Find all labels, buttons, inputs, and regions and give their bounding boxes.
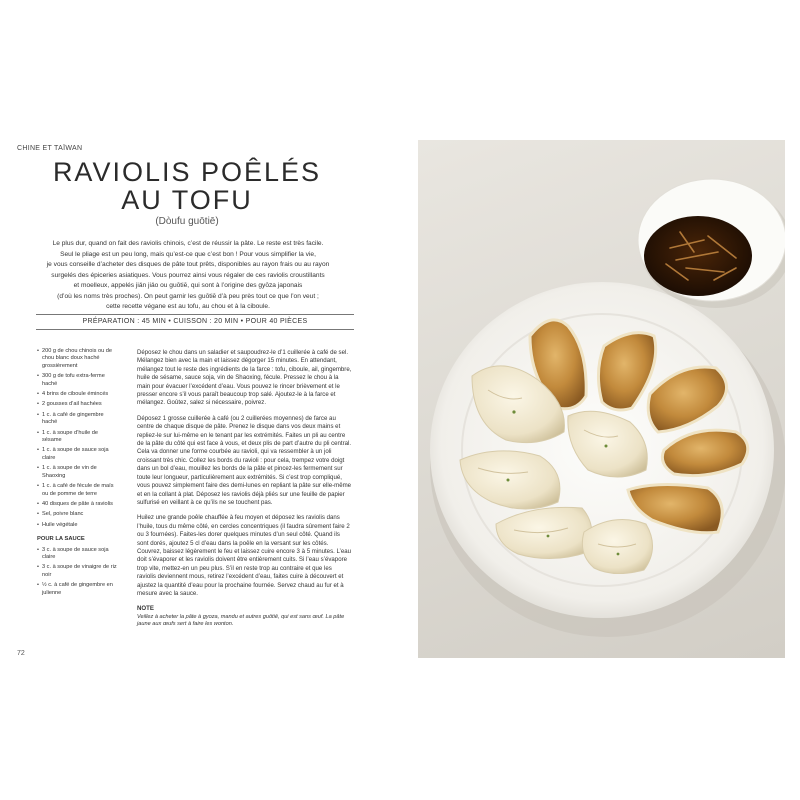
intro-line: Seul le pliage est un peu long, mais qu’est-ce que c’est bon ! Pour vous simplifier la vie, <box>60 250 316 258</box>
recipe-title-line-2: AU TOFU <box>121 185 253 215</box>
recipe-title <box>37 158 337 214</box>
intro-line: je vous conseille d’acheter des disques de pâte tout prêts, disponibles au rayon frais ou au rayon <box>46 261 330 268</box>
intro-line: cette recette végane est au tofu, au chou et à la ciboule. <box>106 303 270 310</box>
ingredient-item: • 1 c. à soupe de sauce soja claire <box>37 447 117 462</box>
instruction-step: Huilez une grande poêle chauffée à feu moyen et déposez les raviolis dans l’huile, tous du même côté, en cercles concentriques (il faudra sûrement faire 2 ou 3 fournées). Faites-les dorer quelques minutes d’un seul côté. Quand ils sont dorés, ajoutez 5 cl d’eau dans la poêle en la versant sur les côtés. Couvrez, baissez légèrement le feu et laissez cuire encore 3 à 5 minutes. L’eau doit s’évaporer et les raviolis doivent être entièrement cuits. Si l’eau s’évapore trop vite, mettez-en un peu plus. S’il en reste trop au contraire et que les raviolis deviennent mous, retirez l’excédent d’eau, faites cuire à découvert et ajustez la quantité d’eau pour la prochaine fournée. Servez chaud au fur et à mesure avec la sauce. <box>137 514 352 597</box>
ingredient-list <box>37 348 117 600</box>
recipe-subtitle: (Dòufu guōtiē) <box>155 216 219 227</box>
ingredient-item: • 200 g de chou chinois ou de chou blanc doux haché grossièrement <box>37 348 117 370</box>
sauce-ingredient-item: • ½ c. à café de gingembre en julienne <box>37 582 117 597</box>
ingredient-item: • 1 c. à soupe de vin de Shaoxing <box>37 465 117 480</box>
ingredient-item: • 1 c. à café de fécule de maïs ou de pomme de terre <box>37 483 117 498</box>
section-label: CHINE ET TAÏWAN <box>17 145 83 152</box>
intro-line: (d’où les noms très proches). On peut garnir les guōtiē d’à peu près tout ce que l’on veut ; <box>57 292 319 300</box>
recipe-meta-bar: PRÉPARATION : 45 MIN • CUISSON : 20 MIN • POUR 40 PIÈCES <box>36 314 354 330</box>
page-number: 72 <box>17 650 25 657</box>
intro-line: et moelleux, appelés jiǎn jiǎo ou guōtiē, qui sont à l’origine des gyōza japonais <box>73 282 303 289</box>
ingredient-item: • 300 g de tofu extra-ferme haché <box>37 373 117 388</box>
dumplings-photo <box>418 140 785 658</box>
ingredient-item: • Huile végétale <box>37 522 117 529</box>
dumplings-illustration <box>418 140 785 658</box>
ingredient-item: • 40 disques de pâte à raviolis <box>37 501 117 508</box>
recipe-intro <box>33 239 343 313</box>
ingredient-item: • Sel, poivre blanc <box>37 511 117 518</box>
intro-line: surgelés des épiceries asiatiques. Vous pourrez ainsi vous régaler de ces raviolis croustillants <box>51 271 325 279</box>
intro-line: Le plus dur, quand on fait des raviolis chinois, c’est de réussir la pâte. Le reste est très facile. <box>52 240 324 247</box>
note-heading: NOTE <box>137 605 154 613</box>
note-text: Veillez à acheter la pâte à gyoza, mandu et autres guōtiē, qui est sans œuf. La pâte jaune aux œufs sert à faire les wonton. <box>137 613 345 628</box>
sauce-ingredient-item: • 3 c. à soupe de vinaigre de riz noir <box>37 564 117 579</box>
ingredient-item: • 2 gousses d’ail hachées <box>37 401 117 408</box>
recipe-page <box>0 130 370 670</box>
instruction-step: Déposez 1 grosse cuillerée à café (ou 2 cuillerées moyennes) de farce au centre de chaque disque de pâte. Prenez le disque dans vos deux mains et repliez-le sur lui-même en le tenant par les extrémités. Faites un pli au centre de la pâte du côté qui est face à vous, et deux plis de part d’autre du pli central. Cela va donner une forme courbée au ravioli, qui va ressembler à un joli croissant très chic. Collez les bords du ravioli : pour cela, trempez votre doigt dans un bol d’eau, mouillez les bords de la pâte et pincez-les fermement sur toute leur longueur, particulièrement aux extrémités. Si c’est trop compliqué, vous pouvez simplement faire des demi-lunes en repliant la pâte sur elle-même et en la collant à plat. Déposez les raviolis déjà pliés sur une feuille de papier sulfurisé en veillant à ce qu’ils ne se touchent pas. <box>137 414 352 506</box>
ingredient-item: • 1 c. à soupe d’huile de sésame <box>37 430 117 445</box>
sauce-ingredient-item: • 3 c. à soupe de sauce soja claire <box>37 547 117 562</box>
instruction-step: Déposez le chou dans un saladier et saupoudrez-le d’1 cuillerée à café de sel. Mélangez bien avec la main et laissez dégorger 15 minutes. En attendant, mélangez tout le reste des ingrédients de la farce : tofu, ciboule, ail, gingembre, huile de sésame, sauce soja, vin de Shaoxing, fécule. Pressez le chou à la main pour évacuer l’excédent d’eau. Vous pouvez le rincer brièvement et le presser encore s’il vous paraît beaucoup trop salé. Ajoutez-le à la farce et mélangez. Goûtez, salez si nécessaire, poivrez. <box>137 349 352 407</box>
ingredient-item: • 4 brins de ciboule émincés <box>37 391 117 398</box>
recipe-title-line-1: RAVIOLIS POÊLÉS <box>52 157 322 187</box>
sauce-heading: POUR LA SAUCE <box>37 536 85 543</box>
ingredient-item: • 1 c. à café de gingembre haché <box>37 412 117 427</box>
recipe-instructions <box>137 349 352 629</box>
